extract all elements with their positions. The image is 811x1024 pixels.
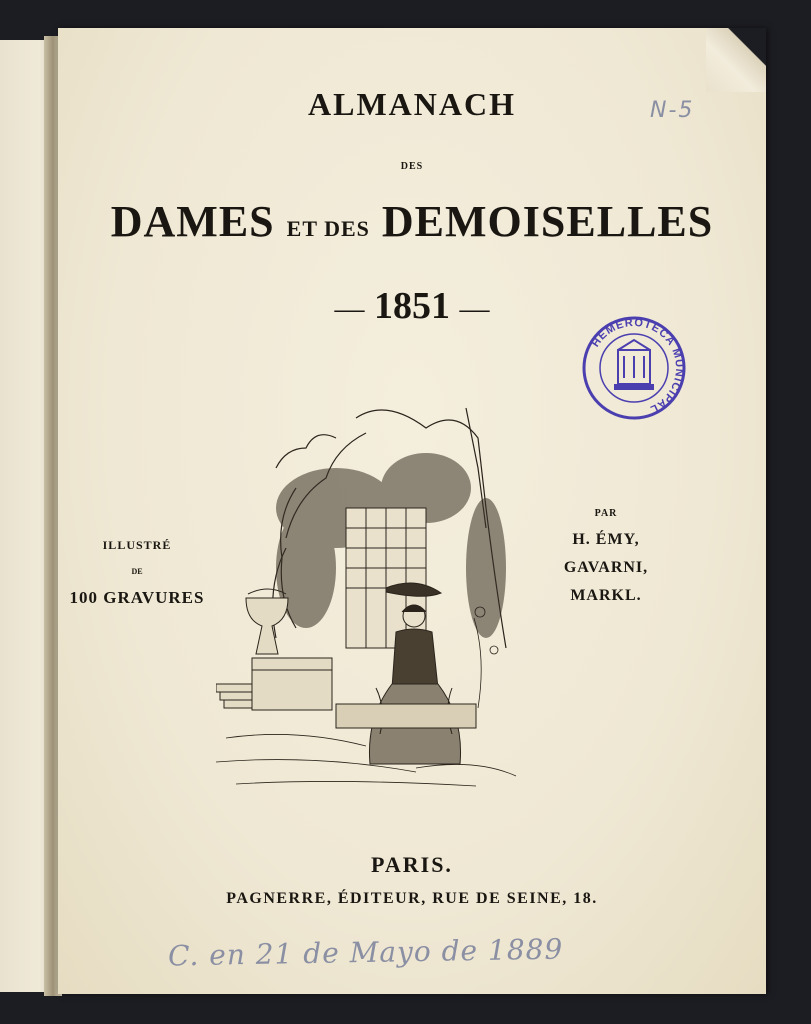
year-dash-left: —	[334, 292, 365, 325]
author-gavarni: GAVARNI,	[563, 559, 649, 576]
shelfmark-annotation: N-5	[650, 98, 695, 123]
title-demoiselles: DEMOISELLES	[381, 197, 714, 246]
stamp-text: HEMEROTECA MUNICIPAL	[589, 316, 686, 416]
authors-block	[536, 508, 676, 605]
title-page	[58, 28, 766, 994]
title-almanach: ALMANACH	[308, 86, 516, 122]
engraving-illustration	[216, 388, 536, 798]
par-text: PAR	[594, 508, 618, 519]
year-value: 1851	[374, 285, 450, 327]
title-et-des: ET DES	[286, 216, 370, 241]
imprint-publisher: PAGNERRE, ÉDITEUR, RUE DE SEINE, 18.	[226, 890, 598, 907]
dog-eared-corner	[706, 28, 766, 92]
illustre-text: ILLUSTRÉ	[102, 538, 172, 552]
de-text: DE	[131, 567, 143, 576]
acquisition-note: C. en 21 de Mayo de 1889	[167, 932, 564, 973]
year-dash-right: —	[459, 292, 490, 325]
author-emy: H. ÉMY,	[572, 531, 640, 548]
library-stamp	[578, 312, 690, 424]
title-des: DES	[400, 161, 424, 172]
gravures-text: 100 GRAVURES	[69, 588, 205, 607]
title-dames: DAMES	[110, 197, 275, 246]
imprint-city: PARIS.	[371, 852, 453, 877]
title-main	[58, 196, 766, 247]
author-markl: MARKL.	[570, 587, 642, 604]
svg-text:HEMEROTECA MUNICIPAL	[590, 317, 686, 416]
illustration-note	[68, 538, 206, 608]
